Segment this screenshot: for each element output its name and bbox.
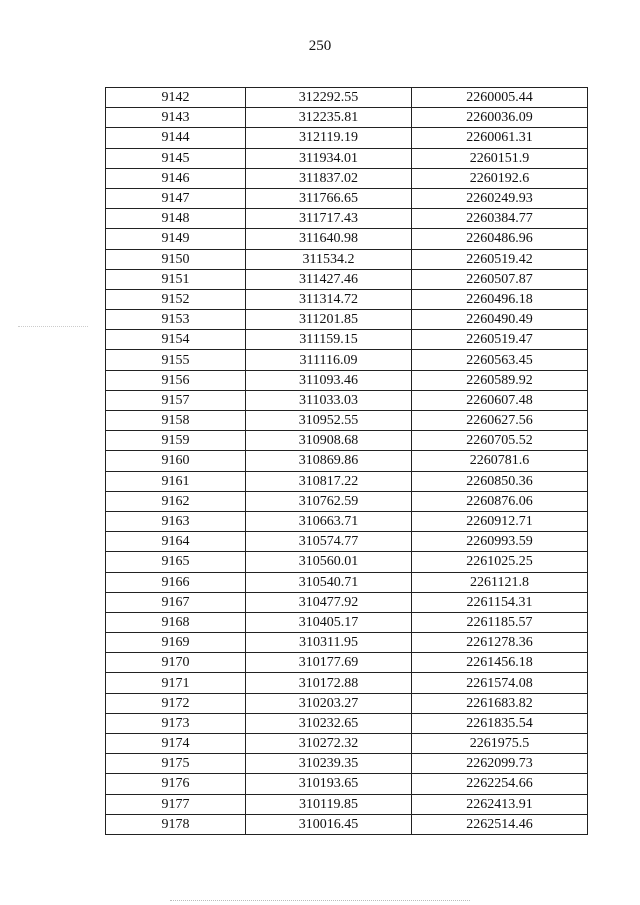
point-number-cell: 9161 <box>106 471 246 491</box>
table-row <box>106 370 588 390</box>
y-coordinate-cell: 2260192.6 <box>412 168 588 188</box>
point-number-cell: 9165 <box>106 552 246 572</box>
page-number: 250 <box>308 38 332 54</box>
table-row <box>106 128 588 148</box>
x-coordinate-cell: 311159.15 <box>246 330 412 350</box>
point-number-cell: 9166 <box>106 572 246 592</box>
point-number-cell: 9164 <box>106 532 246 552</box>
y-coordinate-cell: 2260627.56 <box>412 411 588 431</box>
x-coordinate-cell: 311093.46 <box>246 370 412 390</box>
point-number-cell: 9176 <box>106 774 246 794</box>
table-row <box>106 754 588 774</box>
y-coordinate-cell: 2260486.96 <box>412 229 588 249</box>
y-coordinate-cell: 2260490.49 <box>412 310 588 330</box>
x-coordinate-cell: 311717.43 <box>246 209 412 229</box>
x-coordinate-cell: 310239.35 <box>246 754 412 774</box>
x-coordinate-cell: 312119.19 <box>246 128 412 148</box>
table-row <box>106 794 588 814</box>
point-number-cell: 9172 <box>106 693 246 713</box>
x-coordinate-cell: 310311.95 <box>246 633 412 653</box>
point-number-cell: 9144 <box>106 128 246 148</box>
table-row <box>106 673 588 693</box>
y-coordinate-cell: 2260781.6 <box>412 451 588 471</box>
table-row <box>106 108 588 128</box>
y-coordinate-cell: 2260519.42 <box>412 249 588 269</box>
table-row <box>106 411 588 431</box>
point-number-cell: 9152 <box>106 289 246 309</box>
point-number-cell: 9142 <box>106 88 246 108</box>
table-row <box>106 693 588 713</box>
point-number-cell: 9156 <box>106 370 246 390</box>
y-coordinate-cell: 2260519.47 <box>412 330 588 350</box>
table-row <box>106 471 588 491</box>
y-coordinate-cell: 2261121.8 <box>412 572 588 592</box>
y-coordinate-cell: 2262099.73 <box>412 754 588 774</box>
x-coordinate-cell: 311201.85 <box>246 310 412 330</box>
point-number-cell: 9171 <box>106 673 246 693</box>
point-number-cell: 9151 <box>106 269 246 289</box>
y-coordinate-cell: 2260993.59 <box>412 532 588 552</box>
x-coordinate-cell: 310908.68 <box>246 431 412 451</box>
x-coordinate-cell: 310177.69 <box>246 653 412 673</box>
coordinates-table <box>105 87 588 835</box>
table-row <box>106 713 588 733</box>
scan-edge-artifact <box>170 900 470 901</box>
table-row <box>106 229 588 249</box>
table-row <box>106 330 588 350</box>
y-coordinate-cell: 2261574.08 <box>412 673 588 693</box>
x-coordinate-cell: 312235.81 <box>246 108 412 128</box>
table-row <box>106 511 588 531</box>
table-row <box>106 431 588 451</box>
x-coordinate-cell: 310560.01 <box>246 552 412 572</box>
x-coordinate-cell: 311427.46 <box>246 269 412 289</box>
table-row <box>106 350 588 370</box>
table-row <box>106 633 588 653</box>
point-number-cell: 9146 <box>106 168 246 188</box>
point-number-cell: 9168 <box>106 612 246 632</box>
y-coordinate-cell: 2261683.82 <box>412 693 588 713</box>
table-row <box>106 653 588 673</box>
coordinates-table-body <box>106 88 588 835</box>
y-coordinate-cell: 2260151.9 <box>412 148 588 168</box>
point-number-cell: 9167 <box>106 592 246 612</box>
y-coordinate-cell: 2261185.57 <box>412 612 588 632</box>
x-coordinate-cell: 311534.2 <box>246 249 412 269</box>
point-number-cell: 9169 <box>106 633 246 653</box>
y-coordinate-cell: 2260507.87 <box>412 269 588 289</box>
x-coordinate-cell: 310405.17 <box>246 612 412 632</box>
point-number-cell: 9174 <box>106 734 246 754</box>
point-number-cell: 9173 <box>106 713 246 733</box>
point-number-cell: 9157 <box>106 390 246 410</box>
point-number-cell: 9160 <box>106 451 246 471</box>
x-coordinate-cell: 310016.45 <box>246 814 412 834</box>
y-coordinate-cell: 2260850.36 <box>412 471 588 491</box>
table-row <box>106 269 588 289</box>
y-coordinate-cell: 2260496.18 <box>412 289 588 309</box>
table-row <box>106 491 588 511</box>
table-row <box>106 209 588 229</box>
x-coordinate-cell: 310477.92 <box>246 592 412 612</box>
x-coordinate-cell: 310203.27 <box>246 693 412 713</box>
x-coordinate-cell: 311934.01 <box>246 148 412 168</box>
x-coordinate-cell: 311033.03 <box>246 390 412 410</box>
point-number-cell: 9177 <box>106 794 246 814</box>
point-number-cell: 9162 <box>106 491 246 511</box>
table-row <box>106 532 588 552</box>
table-row <box>106 289 588 309</box>
table-row <box>106 451 588 471</box>
y-coordinate-cell: 2260005.44 <box>412 88 588 108</box>
y-coordinate-cell: 2261154.31 <box>412 592 588 612</box>
x-coordinate-cell: 310172.88 <box>246 673 412 693</box>
y-coordinate-cell: 2261278.36 <box>412 633 588 653</box>
point-number-cell: 9150 <box>106 249 246 269</box>
y-coordinate-cell: 2260036.09 <box>412 108 588 128</box>
y-coordinate-cell: 2261975.5 <box>412 734 588 754</box>
table-row <box>106 612 588 632</box>
point-number-cell: 9178 <box>106 814 246 834</box>
y-coordinate-cell: 2260705.52 <box>412 431 588 451</box>
point-number-cell: 9159 <box>106 431 246 451</box>
x-coordinate-cell: 310119.85 <box>246 794 412 814</box>
y-coordinate-cell: 2262514.46 <box>412 814 588 834</box>
point-number-cell: 9153 <box>106 310 246 330</box>
table-row <box>106 88 588 108</box>
table-row <box>106 552 588 572</box>
point-number-cell: 9148 <box>106 209 246 229</box>
x-coordinate-cell: 310540.71 <box>246 572 412 592</box>
x-coordinate-cell: 310193.65 <box>246 774 412 794</box>
table-row <box>106 188 588 208</box>
table-row <box>106 774 588 794</box>
x-coordinate-cell: 312292.55 <box>246 88 412 108</box>
x-coordinate-cell: 310232.65 <box>246 713 412 733</box>
point-number-cell: 9149 <box>106 229 246 249</box>
point-number-cell: 9158 <box>106 411 246 431</box>
table-row <box>106 168 588 188</box>
point-number-cell: 9170 <box>106 653 246 673</box>
y-coordinate-cell: 2261456.18 <box>412 653 588 673</box>
x-coordinate-cell: 310574.77 <box>246 532 412 552</box>
y-coordinate-cell: 2262254.66 <box>412 774 588 794</box>
y-coordinate-cell: 2260876.06 <box>412 491 588 511</box>
x-coordinate-cell: 311116.09 <box>246 350 412 370</box>
x-coordinate-cell: 310663.71 <box>246 511 412 531</box>
point-number-cell: 9175 <box>106 754 246 774</box>
table-row <box>106 592 588 612</box>
y-coordinate-cell: 2260061.31 <box>412 128 588 148</box>
table-row <box>106 734 588 754</box>
table-row <box>106 148 588 168</box>
x-coordinate-cell: 310762.59 <box>246 491 412 511</box>
table-row <box>106 572 588 592</box>
x-coordinate-cell: 311766.65 <box>246 188 412 208</box>
y-coordinate-cell: 2260607.48 <box>412 390 588 410</box>
y-coordinate-cell: 2262413.91 <box>412 794 588 814</box>
x-coordinate-cell: 311837.02 <box>246 168 412 188</box>
y-coordinate-cell: 2260563.45 <box>412 350 588 370</box>
y-coordinate-cell: 2261025.25 <box>412 552 588 572</box>
table-row <box>106 814 588 834</box>
point-number-cell: 9145 <box>106 148 246 168</box>
y-coordinate-cell: 2260589.92 <box>412 370 588 390</box>
x-coordinate-cell: 310869.86 <box>246 451 412 471</box>
point-number-cell: 9163 <box>106 511 246 531</box>
scan-artifact <box>18 326 88 327</box>
table-row <box>106 390 588 410</box>
table-row <box>106 310 588 330</box>
point-number-cell: 9147 <box>106 188 246 208</box>
y-coordinate-cell: 2261835.54 <box>412 713 588 733</box>
x-coordinate-cell: 310272.32 <box>246 734 412 754</box>
y-coordinate-cell: 2260249.93 <box>412 188 588 208</box>
point-number-cell: 9155 <box>106 350 246 370</box>
x-coordinate-cell: 310817.22 <box>246 471 412 491</box>
x-coordinate-cell: 310952.55 <box>246 411 412 431</box>
y-coordinate-cell: 2260384.77 <box>412 209 588 229</box>
table-row <box>106 249 588 269</box>
point-number-cell: 9154 <box>106 330 246 350</box>
x-coordinate-cell: 311314.72 <box>246 289 412 309</box>
point-number-cell: 9143 <box>106 108 246 128</box>
y-coordinate-cell: 2260912.71 <box>412 511 588 531</box>
x-coordinate-cell: 311640.98 <box>246 229 412 249</box>
